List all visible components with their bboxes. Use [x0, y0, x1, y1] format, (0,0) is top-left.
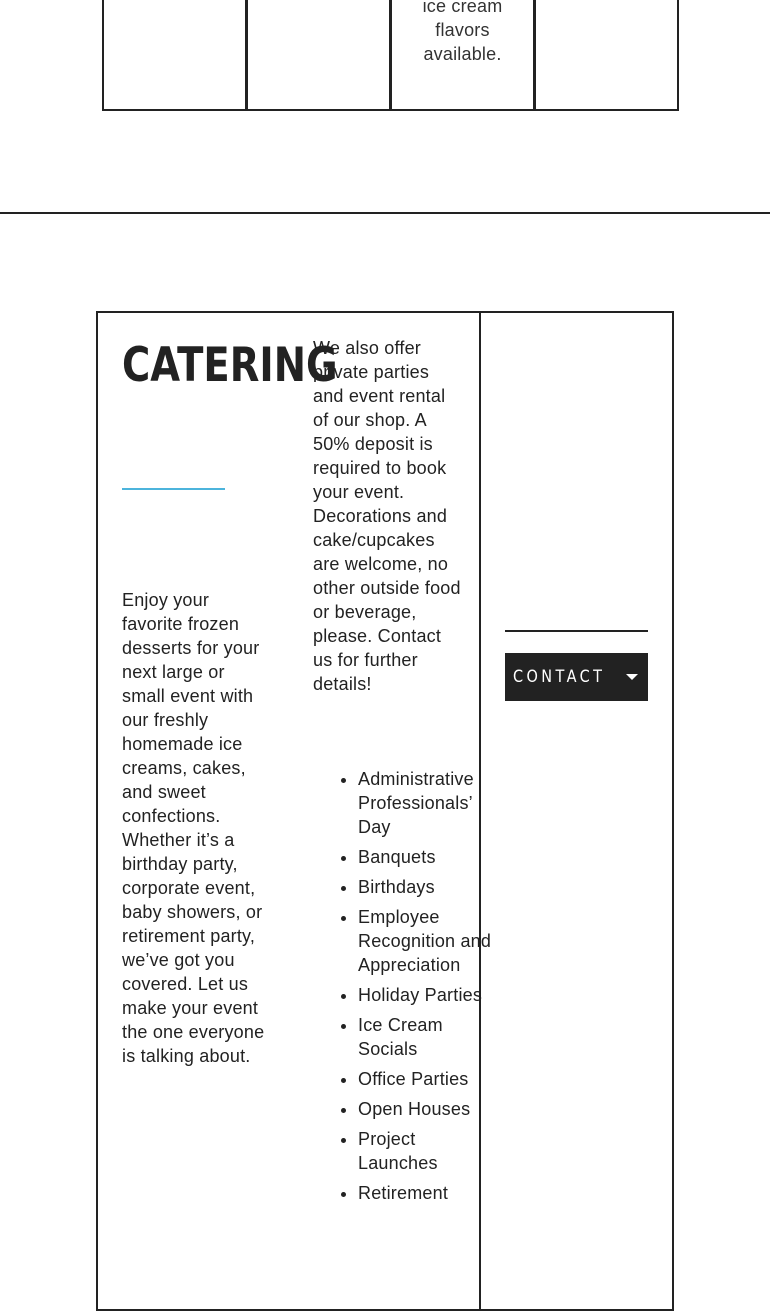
catering-intro-text: Enjoy your favorite frozen desserts for your next large or small event with our freshly homemade ice creams, cakes, and sweet confections. Whether it’s a birthday party, corporate event, baby showers, or retirement party, we’ve got you covered. Let us make your event the one everyone is talking about. [122, 590, 265, 1066]
list-item: • Project Launches [358, 1127, 493, 1175]
features-grid [102, 0, 680, 111]
list-item: • Banquets [358, 845, 493, 869]
contact-dropdown-button[interactable] [505, 653, 648, 701]
caret-down-icon [626, 674, 638, 680]
list-item: • Administrative Professionals’ Day [358, 767, 493, 839]
catering-title: CATERING [122, 338, 338, 393]
list-item: • Ice Cream Socials [358, 1013, 493, 1061]
list-item: • Birthdays [358, 875, 493, 899]
feature-cell-text: ice cream flavors available. [422, 0, 503, 64]
list-item: • Holiday Parties [358, 983, 493, 1007]
event-types-list [313, 767, 493, 1211]
feature-cell [534, 0, 679, 111]
private-parties-text: We also offer private parties and event rental of our shop. A 50% deposit is required to book your event. Decorations and cake/cupcakes are welcome, no other outside food or beverage, please. Contact us for further details! [313, 338, 461, 694]
feature-cell [246, 0, 391, 111]
contact-button-label: CONTACT [513, 667, 606, 687]
section-divider [0, 212, 770, 214]
title-accent-line [122, 488, 225, 490]
feature-cell [390, 0, 535, 111]
feature-cell [102, 0, 247, 111]
contact-divider-line [505, 630, 648, 632]
list-item: • Office Parties [358, 1067, 493, 1091]
list-item: • Employee Recognition and Appreciation [358, 905, 493, 977]
list-item: • Open Houses [358, 1097, 493, 1121]
list-item: • Retirement [358, 1181, 493, 1205]
